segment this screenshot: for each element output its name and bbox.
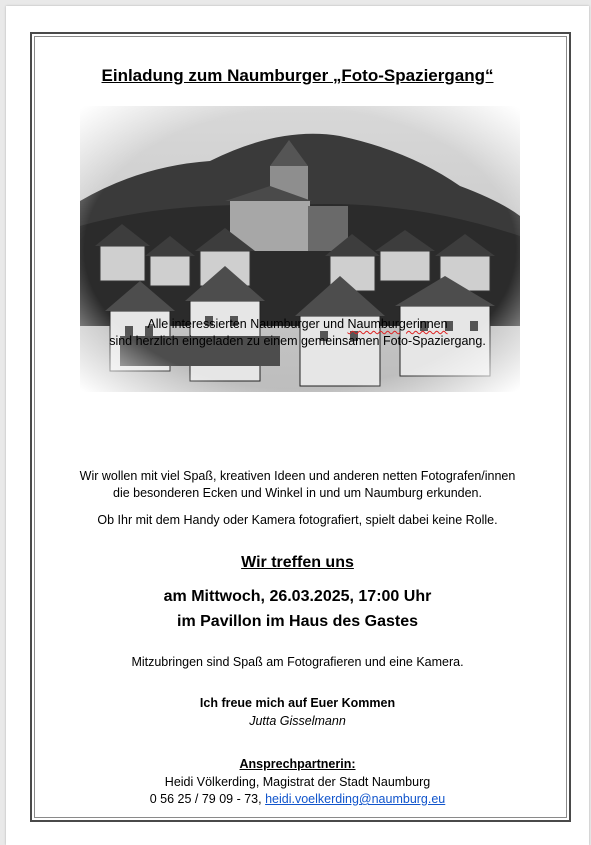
camera-paragraph: Ob Ihr mit dem Handy oder Kamera fotografiert, spielt dabei keine Rolle. <box>97 513 498 527</box>
document-page <box>6 6 589 845</box>
contact-phone: 0 56 25 / 79 09 - 73, <box>149 792 266 806</box>
meeting-place: im Pavillon im Haus des Gastes <box>177 613 418 630</box>
activity-paragraph: Wir wollen mit viel Spaß, kreativen Ideen und anderen netten Fotografen/innen die besonderen Ecken und Winkel in und um Naumburg erkunden. <box>79 469 516 500</box>
intro-paragraph <box>6 316 589 350</box>
intro-line-2: sind herzlich eingeladen zu einem gemeinsamen Foto-Spaziergang. <box>109 334 486 348</box>
meeting-heading: Wir treffen uns <box>241 554 354 571</box>
contact-name: Heidi Völkerding, Magistrat der Stadt Naumburg <box>164 775 431 789</box>
bring-line: Mitzubringen sind Spaß am Fotografieren und eine Kamera. <box>131 655 464 669</box>
contact-heading: Ansprechpartnerin: <box>239 757 356 771</box>
invitation-title: Einladung zum Naumburger „Foto-Spaziergang“ <box>101 66 494 85</box>
meeting-date: am Mittwoch, 26.03.2025, 17:00 Uhr <box>163 588 432 605</box>
closing-line: Ich freue mich auf Euer Kommen <box>199 696 396 710</box>
spellcheck-flagged-word: Naumburgerinnen <box>347 317 448 331</box>
contact-phone-email <box>6 791 589 808</box>
signature: Jutta Gisselmann <box>249 714 346 728</box>
contact-email-link[interactable]: heidi.voelkerding@naumburg.eu <box>265 792 446 806</box>
intro-line-1: Alle interessierten Naumburger und Naumburgerinnen <box>147 317 448 331</box>
